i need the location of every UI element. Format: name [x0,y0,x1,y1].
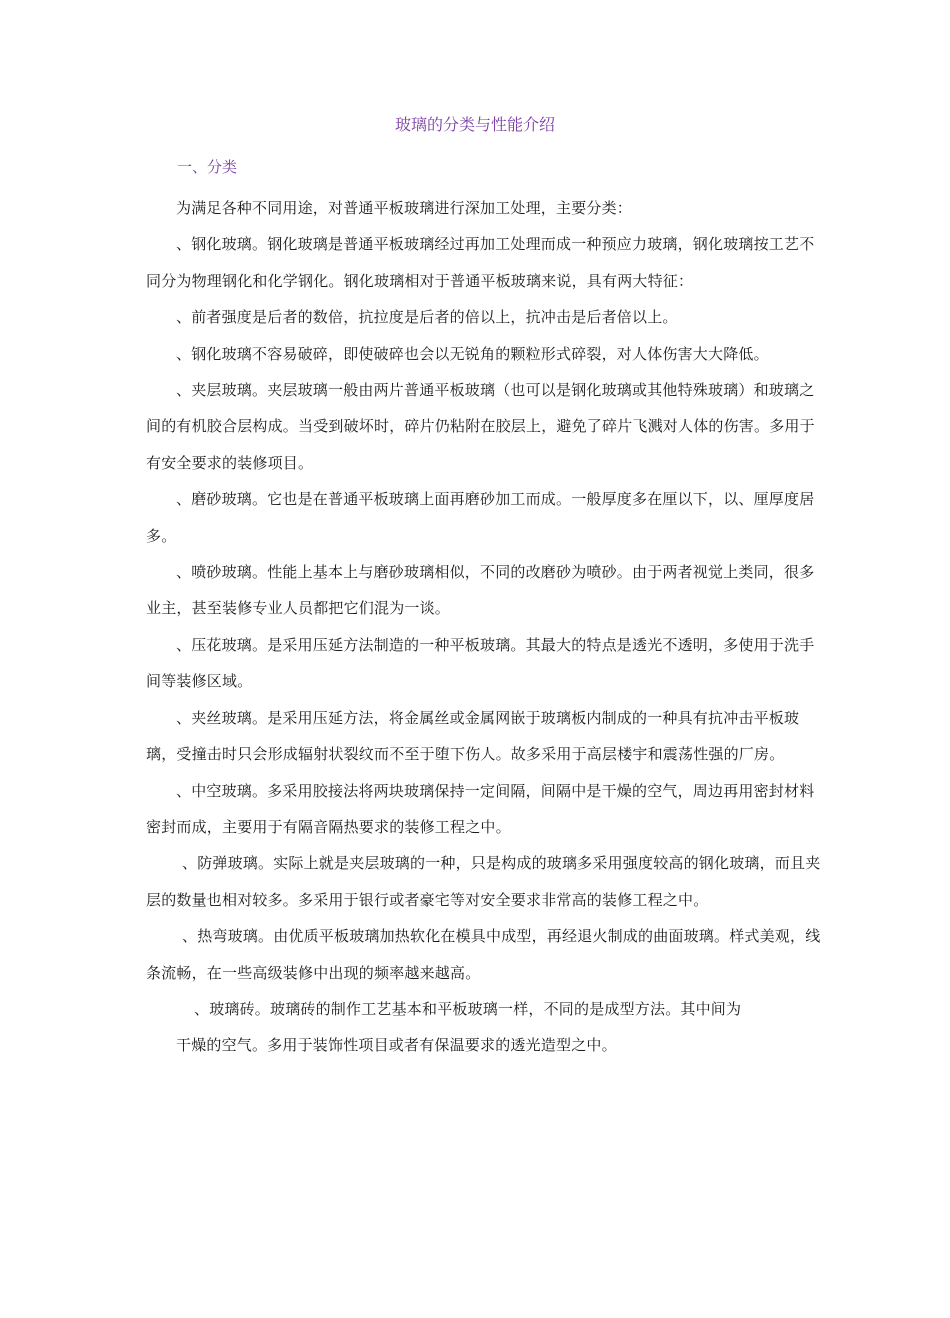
paragraph-tempered-feature-2: 、钢化玻璃不容易破碎，即使破碎也会以无锐角的颗粒形式碎裂，对人体伤害大大降低。 [176,344,769,363]
paragraph-bulletproof-glass: 、防弹玻璃。实际上就是夹层玻璃的一种，只是构成的玻璃多采用强度较高的钢化玻璃，而且夹层的数量也相对较多。多采用于银行或者豪宅等对安全要求非常高的装修工程之中。 [146,854,821,909]
paragraph-laminated-glass: 、夹层玻璃。夹层玻璃一般由两片普通平板玻璃（也可以是钢化玻璃或其他特殊玻璃）和玻璃之间的有机胶合层构成。当受到破坏时，碎片仍粘附在胶层上，避免了碎片飞溅对人体的伤害。多用于有安全要求的装修项目。 [146,381,815,472]
paragraph-intro: 为满足各种不同用途，对普通平板玻璃进行深加工处理，主要分类： [176,199,633,217]
glass-brick-line-2: 干燥的空气。多用于装饰性项目或者有保温要求的透光造型之中。 [176,1036,617,1055]
paragraph-wired-glass: 、夹丝玻璃。是采用压延方法，将金属丝或金属网嵌于玻璃板内制成的一种具有抗冲击平板玻璃，受撞击时只会形成辐射状裂纹而不至于堕下伤人。故多采用于高层楼宇和震荡性强的厂房。 [146,708,800,764]
paragraph-bent-glass: 、热弯玻璃。由优质平板玻璃加热软化在模具中成型，再经退火制成的曲面玻璃。样式美观，线条流畅，在一些高级装修中出现的频率越来越高。 [146,927,821,982]
section-heading: 一、分类 [177,158,238,176]
paragraph-tempered-glass: 、钢化玻璃。钢化玻璃是普通平板玻璃经过再加工处理而成一种预应力玻璃，钢化玻璃按工艺不同分为物理钢化和化学钢化。钢化玻璃相对于普通平板玻璃来说，具有两大特征： [146,235,815,290]
paragraph-insulated-glass: 、中空玻璃。多采用胶接法将两块玻璃保持一定间隔，间隔中是干燥的空气，周边再用密封材料密封而成，主要用于有隔音隔热要求的装修工程之中。 [146,781,815,836]
paragraph-patterned-glass: 、压花玻璃。是采用压延方法制造的一种平板玻璃。其最大的特点是透光不透明，多使用于洗手间等装修区域。 [146,635,815,691]
paragraph-frosted-glass: 、磨砂玻璃。它也是在普通平板玻璃上面再磨砂加工而成。一般厚度多在厘以下，以、厘厚度居多。 [146,490,815,545]
paragraph-tempered-feature-1: 、前者强度是后者的数倍，抗拉度是后者的倍以上，抗冲击是后者倍以上。 [176,308,678,327]
document-body [146,190,822,1064]
glass-brick-line-1: 、玻璃砖。玻璃砖的制作工艺基本和平板玻璃一样，不同的是成型方法。其中间为 [194,999,742,1018]
document-title: 玻璃的分类与性能介绍 [394,115,555,134]
paragraph-glass-brick [146,991,822,1064]
paragraph-sandblasted-glass: 、喷砂玻璃。性能上基本上与磨砂玻璃相似，不同的改磨砂为喷砂。由于两者视觉上类同，很多业主，甚至装修专业人员都把它们混为一谈。 [146,563,815,618]
